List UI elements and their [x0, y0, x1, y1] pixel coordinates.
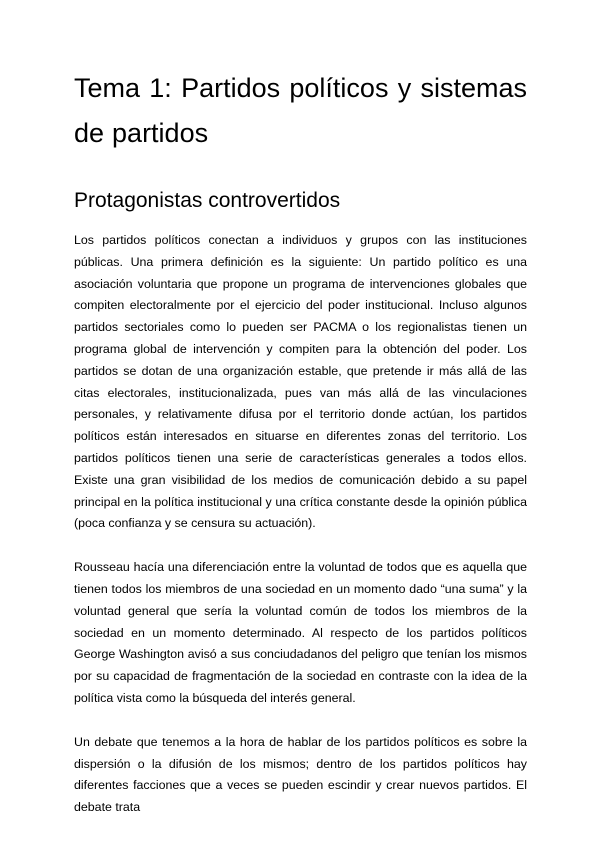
paragraph-3: Un debate que tenemos a la hora de hablar de los partidos políticos es sobre la dispersión o la difusión de los mismos; dentro de los partidos políticos hay diferentes facciones que a veces se pueden escindir y crear nuevos partidos. El debate trata: [74, 734, 527, 815]
paragraph-2: Rousseau hacía una diferenciación entre la voluntad de todos que es aquella que tienen todos los miembros de una sociedad en un momento dado “una suma” y la voluntad general que sería la voluntad común de todos los miembros de la sociedad en un momento determinado. Al respecto de los partidos políticos George Washington avisó a sus conciudadanos del peligro que tenían los mismos por su capacidad de fragmentación de la sociedad en contraste con la idea de la política vista como la búsqueda del interés general.: [74, 560, 527, 705]
document-page: [74, 66, 527, 819]
paragraph-1: Los partidos políticos conectan a individuos y grupos con las instituciones públicas. Una primera definición es la siguiente: Un partido político es una asociación voluntaria que propone un programa de intervenciones globales que compiten electoralmente por el ejercicio del poder institucional. Incluso algunos partidos sectoriales como lo pueden ser PACMA o los regionalistas tienen un programa global de intervención y compiten para la obtención del poder. Los partidos se dotan de una organización estable, que pretende ir más allá de las citas electorales, institucionalizada, pues van más allá de las vinculaciones personales, y relativamente difusa por el territorio donde actúan, los partidos políticos están interesados en situarse en diferentes zonas del territorio. Los partidos políticos tienen una serie de características generales a todos ellos. Existe una gran visibilidad de los medios de comunicación debido a su papel principal en la política institucional y una crítica constante desde la opinión pública (poca confianza y se censura su actuación).: [74, 233, 527, 531]
section-heading: Protagonistas controvertidos: [74, 189, 341, 212]
document-title: Tema 1: Partidos políticos y sistemas de partidos: [74, 73, 527, 148]
